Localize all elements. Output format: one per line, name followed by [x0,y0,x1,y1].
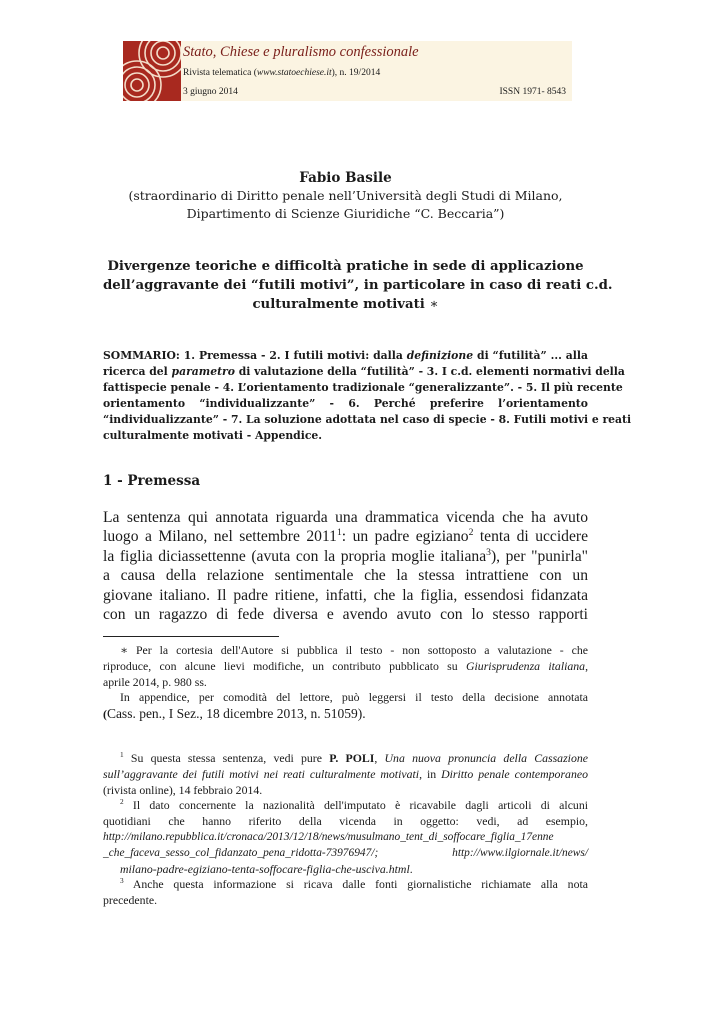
author-affiliation [103,187,588,223]
text-line: di “futilità” ... alla [477,349,589,362]
text-line: dell’aggravante dei “futili motivi”, in particolare in caso di reati c.d. [103,278,613,293]
journal-subtitle [183,68,380,78]
footnote-link-3[interactable]: milano-padre-egiziano-tenta-soffocare-figlia-che-usciva.html [120,861,410,876]
text-line: . [409,861,413,876]
text-line: 2 [120,797,124,807]
text-line: Su questa stessa sentenza, vedi pure [123,751,330,765]
text-line: : un padre egiziano [341,528,469,546]
paper-title [103,257,613,314]
text-line: la figlia diciassettenne (avuta con la propria moglie italiana [103,547,487,565]
text-line: La sentenza qui annotata riguarda una drammatica vicenda che ha avuto [103,509,588,526]
footnote-ref-1[interactable]: 1 [336,527,342,539]
footnote-link-1[interactable]: http://milano.repubblica.it/cronaca/2013/12/18/news/musulmano_tent_di_soffocare_figlia_17enne [103,830,554,843]
text-line: Per la cortesia dell'Autore si pubblica il testo - non sottoposto a valutazione - che [135,643,588,657]
text-line: Dipartimento di Scienze Giuridiche “C. Beccaria”) [186,206,505,221]
text-line: Anche questa informazione si ricava dalle fonti giornalistiche richiamate alla nota [123,877,588,892]
footnote-2 [103,798,588,814]
text-line: riproduce, con alcune lievi modifiche, un contributo pubblicato su [103,658,458,673]
journal-header [123,41,572,101]
footnotes [103,751,588,909]
text-line: culturalmente motivati - Appendice. [103,429,323,442]
summary [103,348,632,444]
issn: ISSN 1971- 8543 [499,87,566,97]
text-line: con un ragazzo di fede diversa e avendo avuto con lo stesso rapporti [103,605,588,623]
text-line: fattispecie penale - 4. L’orientamento tradizionale “generalizzante”. - 5. Il più recente [103,381,623,394]
text-line: Divergenze teoriche e difficoltà pratiche in sede di applicazione [107,259,584,274]
text-line: Rivista telematica ( [183,68,257,78]
text-line: “individualizzante” - 7. La soluzione adottata nel caso di specie - 8. Futili motivi e reati [103,413,632,426]
text-line: Cass. pen., I Sez., 18 dicembre 2013, n. 51059). [106,706,366,722]
text-line: Il dato concernente la nazionalità dell'imputato è ricavabile dagli articoli di alcuni [123,798,588,813]
title-footnote-star[interactable]: ∗ [429,297,439,312]
text-line: Una nuova pronuncia della Cassazione [384,751,588,765]
text-line: giovane italiano. Il padre ritiene, infatti, che la figlia, essendosi fidanzata [103,586,588,604]
text-line: , [374,751,385,765]
text-line: aprile 2014, p. 980 ss. [103,674,207,689]
footnote-3 [103,877,588,893]
text-line: Diritto penale contemporaneo [441,766,588,781]
text-line: SOMMARIO: 1. Premessa - 2. I futili motivi: dalla [103,349,403,362]
text-line: precedente. [103,893,158,908]
text-line: a causa della relazione sentimentale che la stessa intrattiene con un [103,567,588,585]
text-line: P. POLI [329,751,375,765]
footnote-ref-3[interactable]: 3 [486,546,491,558]
footnote-ref-2[interactable]: 2 [468,527,474,539]
text-line: orientamento “individualizzante” - 6. Perché preferire l’orientamento [103,397,588,410]
text-line: definizione [406,349,474,362]
body-text [103,508,588,624]
text-line: (rivista online), 14 febbraio 2014. [103,782,263,797]
text-line: ( [103,707,107,722]
text-line: , [585,658,589,673]
issue-date: 3 giugno 2014 [183,87,238,97]
text-line: sull’aggravante dei futili motivi nei reati culturalmente motivati [103,766,420,781]
text-line: , in [419,766,442,781]
footnote-rule [103,636,279,637]
text-line: In appendice, per comodità del lettore, può leggersi il testo della decisione annotata [120,690,588,705]
footnote-link-2[interactable]: _che_faceva_sesso_col_fidanzato_pena_ridotta-73976947/; http://www.ilgiornale.it/news/ [103,846,588,859]
text-line: parametro [171,365,235,378]
text-line: 1 [120,750,124,760]
text-line: Giurisprudenza italiana [466,658,586,673]
text-line: ), n. 19/2014 [331,68,381,78]
text-line: ), per "punirla" [490,547,588,565]
text-line: quotidiani che hanno riferito della vicenda in oggetto: vedi, ad esempio, [103,814,588,829]
footnote-1 [103,751,588,767]
text-line: (straordinario di Diritto penale nell’Università degli Studi di Milano, [128,188,563,203]
author-name: Fabio Basile [299,170,392,186]
text-line: di valutazione della “futilità” - 3. I c.d. elementi normativi della [238,365,625,378]
journal-url[interactable]: www.statoechiese.it [256,68,332,78]
text-line: luogo a Milano, nel settembre 2011 [103,528,337,546]
text-line: ricerca del [103,365,168,378]
text-line: ∗ [120,643,129,657]
text-line: 3 [120,876,124,886]
text-line: culturalmente motivati [252,297,425,312]
text-line: tenta di uccidere [473,528,589,546]
footnote-star [103,643,588,722]
journal-logo [123,41,181,101]
section-heading: 1 - Premessa [103,473,201,489]
journal-title: Stato, Chiese e pluralismo confessionale [183,44,419,60]
